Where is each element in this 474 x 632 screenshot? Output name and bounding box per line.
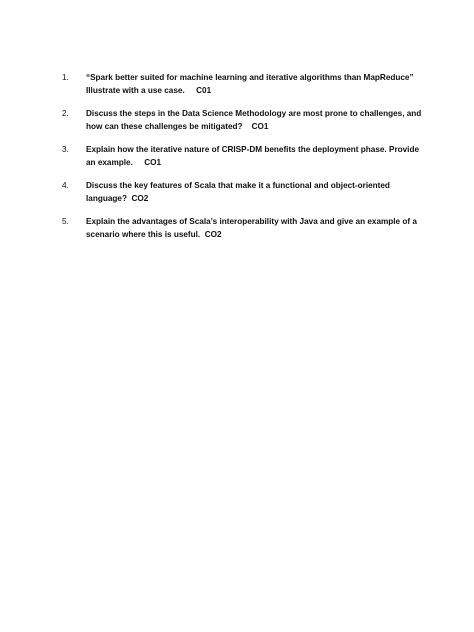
question-text: Explain how the iterative nature of CRISP-DM benefits the deployment phase. Provide an example. CO1 (86, 145, 422, 167)
question-number: 5. (62, 217, 69, 226)
question-text: “Spark better suited for machine learning and iterative algorithms than MapReduce” Illustrate with a use case. C01 (86, 73, 416, 95)
question-number: 4. (62, 181, 69, 190)
question-number: 1. (62, 73, 69, 82)
question-item (62, 143, 422, 169)
question-item (62, 107, 422, 133)
question-list (62, 71, 422, 251)
question-text: Explain the advantages of Scala’s interoperability with Java and give an example of a scenario where this is useful. CO2 (86, 217, 420, 239)
question-text: Discuss the steps in the Data Science Methodology are most prone to challenges, and how can these challenges be mitigated? CO1 (86, 109, 424, 131)
question-item (62, 179, 422, 205)
question-text: Discuss the key features of Scala that make it a functional and object-oriented language? CO2 (86, 181, 393, 203)
question-item (62, 215, 422, 241)
question-number: 2. (62, 109, 69, 118)
question-number: 3. (62, 145, 69, 154)
question-item (62, 71, 422, 97)
